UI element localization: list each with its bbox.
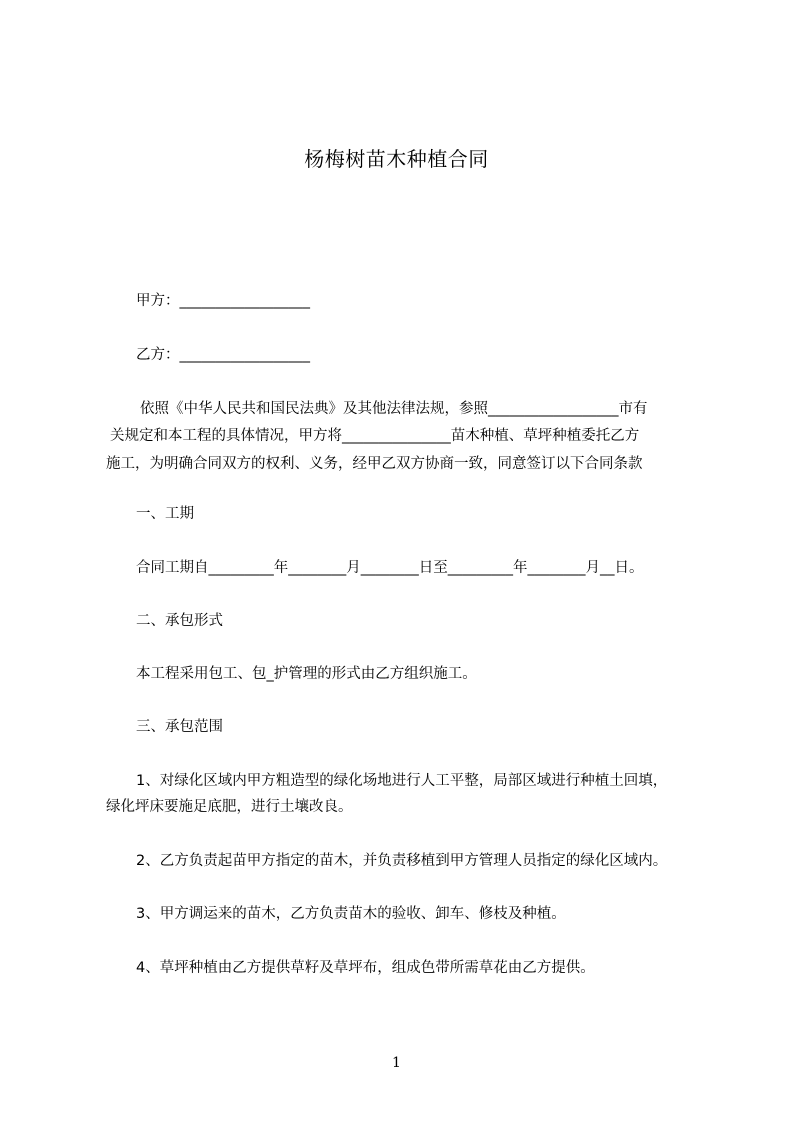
document-title: 杨梅树苗木种植合同: [304, 147, 489, 171]
section-3-item-4: 4、草坪种植由乙方提供草籽及草坪布，组成色带所需草花由乙方提供。: [136, 960, 595, 976]
section-3-item-3: 3、甲方调运来的苗木，乙方负责苗木的验收、卸车、修枝及种植。: [136, 906, 566, 922]
section-2-heading: 二、承包形式: [136, 613, 223, 629]
section-1-heading: 一、工期: [136, 506, 194, 522]
intro-line-3: 施工，为明确合同双方的权利、义务，经甲乙双方协商一致，同意签订以下合同条款: [106, 456, 643, 472]
party-b-line: 乙方：__________________: [136, 347, 310, 363]
section-3-item-2: 2、乙方负责起苗甲方指定的苗木，并负责移植到甲方管理人员指定的绿化区域内。: [136, 853, 668, 869]
section-3-item-1-line-1: 1、对绿化区域内甲方粗造型的绿化场地进行人工平整，局部区域进行种植土回填，: [136, 773, 668, 789]
section-2-text: 本工程采用包工、包_护管理的形式由乙方组织施工。: [136, 666, 477, 682]
intro-line-2: 关规定和本工程的具体情况，甲方将_______________苗木种植、草坪种植委托乙方: [110, 428, 640, 444]
intro-line-1: 依照《中华人民共和国民法典》及其他法律法规，参照__________________市有: [140, 401, 648, 417]
section-1-text: 合同工期自_________年________月________日至_________年________月__日。: [136, 560, 644, 576]
section-3-heading: 三、承包范围: [136, 719, 223, 735]
section-3-item-1-line-2: 绿化坪床要施足底肥，进行土壤改良。: [106, 799, 353, 815]
party-a-line: 甲方：__________________: [136, 293, 310, 309]
page-number: 1: [392, 1055, 401, 1071]
